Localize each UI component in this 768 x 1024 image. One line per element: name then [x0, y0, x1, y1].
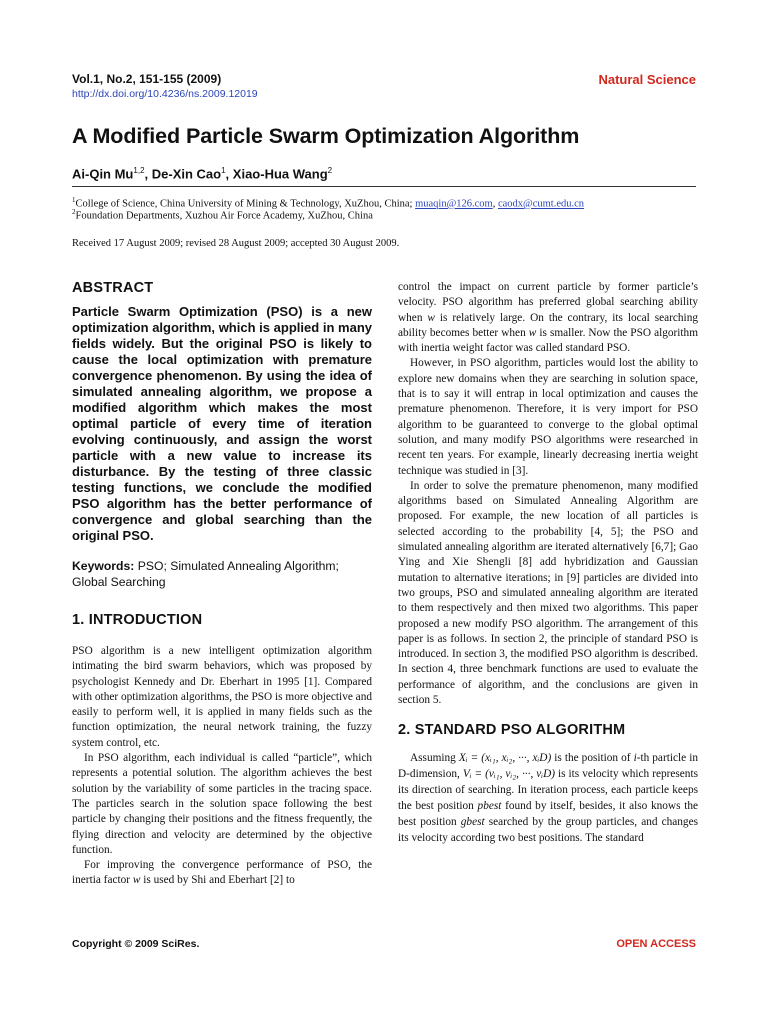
open-access-label: OPEN ACCESS: [616, 938, 696, 950]
copyright: Copyright © 2009 SciRes.: [72, 938, 200, 950]
text-run: is used by Shi and Eberhart [2] to: [140, 874, 295, 887]
author-name: De-Xin Cao: [151, 166, 222, 182]
paragraph: In PSO algorithm, each individual is called “particle”, which represents a potential solution. The algorithm achieves the best solution by the variability of some particles in the tracing space. The particles search in the solution space following the best particle by changing their positions and the fitness frequently, the flying direction and velocity are determined by the objective function.: [72, 752, 372, 856]
text-run: is the position of: [551, 752, 634, 765]
math-expression: Vᵢ = (vᵢ₁, vᵢ₂, ···, vᵢD): [462, 768, 555, 781]
author-affiliation-mark: 1: [221, 166, 226, 175]
keywords-text: PSO; Simulated Annealing Algorithm; Global Searching: [72, 559, 339, 589]
math-expression: Xᵢ = (xᵢ₁, xᵢ₂, ···, xᵢD): [458, 752, 552, 765]
affiliation-2: [72, 208, 373, 222]
paragraph: [398, 280, 698, 356]
left-column: [72, 280, 372, 889]
affiliation-mark: 1: [72, 196, 76, 204]
introduction-heading: 1. INTRODUCTION: [72, 612, 203, 628]
affiliation-text: Foundation Departments, Xuzhou Air Force Academy, XuZhou, China: [75, 210, 373, 222]
author-name: Ai-Qin Mu: [72, 166, 134, 182]
author-separator: ,: [144, 166, 152, 182]
author-list: [72, 166, 332, 181]
math-symbol: i: [633, 752, 637, 765]
text-run: -th particle in D-dimension,: [398, 752, 698, 781]
text-run: For improving the convergence performance of PSO, the inertia factor: [72, 859, 372, 887]
author-affiliation-mark: 2: [327, 166, 333, 175]
math-symbol: pbest: [477, 800, 502, 813]
keywords: [72, 558, 372, 590]
author-affiliation-mark: 1,2: [133, 166, 145, 175]
math-symbol: w: [132, 874, 141, 887]
doi-link[interactable]: http://dx.doi.org/10.4236/ns.2009.12019: [72, 88, 258, 100]
affiliation-mark: 2: [72, 208, 76, 216]
title-divider: [72, 186, 696, 187]
paragraph: [398, 750, 698, 846]
author-separator: ,: [225, 166, 233, 182]
paragraph: However, in PSO algorithm, particles would lost the ability to explore new domains when they are searching in solution space, that is to say it will entrap in local optimization and causes the premature phenomenon. Therefore, it is very import for PSO algorithm to be guaranteed to converge to the global optimal solution, and many modify PSO algorithms were researched in recent ten years. For example, linearly decreasing inertia weight technique was studied in [3].: [398, 357, 698, 477]
volume-info: Vol.1, No.2, 151-155 (2009): [72, 72, 222, 86]
right-column: [398, 280, 698, 846]
affiliation-text: College of Science, China University of Mining & Technology, XuZhou, China;: [75, 198, 416, 210]
section-2-heading: 2. STANDARD PSO ALGORITHM: [398, 722, 626, 739]
text-run: is smaller. Now the PSO algorithm with inertia weight factor was called standard PSO.: [398, 326, 698, 355]
text-run: found by itself, besides, it also knows the best position: [398, 800, 699, 829]
text-run: is relatively large. On the contrary, its local searching ability becomes better when: [398, 311, 698, 339]
paragraph: [72, 858, 372, 889]
journal-name: Natural Science: [598, 72, 696, 87]
author-name: Xiao-Hua Wang: [232, 166, 328, 182]
math-symbol: w: [427, 311, 435, 324]
text-run: is its velocity which represents its direction of searching. In iteration process, each particle keeps the best position: [398, 768, 698, 813]
email-link[interactable]: muaqin@126.com: [415, 198, 493, 210]
abstract-text: Particle Swarm Optimization (PSO) is a new optimization algorithm, which is applied in many fields widely. But the original PSO is likely to cause the local optimization with premature convergence phenomenon. By using the idea of simulated annealing algorithm, we propose a modified algorithm which makes the most optimal particle of every time of iteration evolving continuously, and assign the worst particle with a new value to increase its disturbance. By the testing of three classic testing functions, we conclude the modified PSO algorithm has the better performance of convergence and global searching than the original PSO.: [72, 304, 372, 543]
paragraph: PSO algorithm is a new intelligent optimization algorithm intimating the bird swarm behaviors, which was proposed by psychologist Kennedy and Dr. Eberhart in 1995 [1]. Compared with other optimization algorithms, the PSO is more objective and easily to perform well, it is applied in many fields such as the function optimization, the neural network training, the fuzzy system control, etc.: [72, 645, 372, 749]
text-run: Assuming: [410, 752, 459, 765]
text-run: searched by the group particles, and changes its velocity according two best positions. The standard: [398, 816, 698, 845]
abstract-heading: ABSTRACT: [72, 280, 154, 296]
text-run: control the impact on current particle by former particle’s velocity. PSO algorithm has preferred global searching ability when: [398, 281, 698, 324]
email-separator: ,: [492, 198, 498, 210]
paragraph: In order to solve the premature phenomenon, many modified algorithms based on Simulated Annealing Algorithm are proposed. For example, the new location of all particles is selected according to the probability [4, 5]; the PSO and simulated annealing algorithm are iterated alternatively [6,7]; Gao Ying and Xie Shengli [8] add hybridization and Gaussian mutation to alternative iterations; in [9] particles are divided into two groups, PSO and simulated annealing algorithm are iterated to them respectively and then mixed two algorithms. This paper proposed a new modify PSO algorithm. The arrangement of this paper is as follows. In section 2, the principle of standard PSO is introduced. In section 3, the modified PSO algorithm is described. In section 4, three benchmark functions are used to evaluate the performance of algorithm, and the conclusions are given in section 5.: [398, 479, 698, 707]
email-link[interactable]: caodx@cumt.edu.cn: [497, 198, 585, 210]
paper-title: A Modified Particle Swarm Optimization Algorithm: [72, 124, 580, 148]
received-dates: Received 17 August 2009; revised 28 August 2009; accepted 30 August 2009.: [72, 238, 400, 249]
math-symbol: w: [528, 326, 537, 339]
keywords-label: Keywords:: [72, 559, 135, 573]
math-symbol: gbest: [460, 816, 485, 829]
